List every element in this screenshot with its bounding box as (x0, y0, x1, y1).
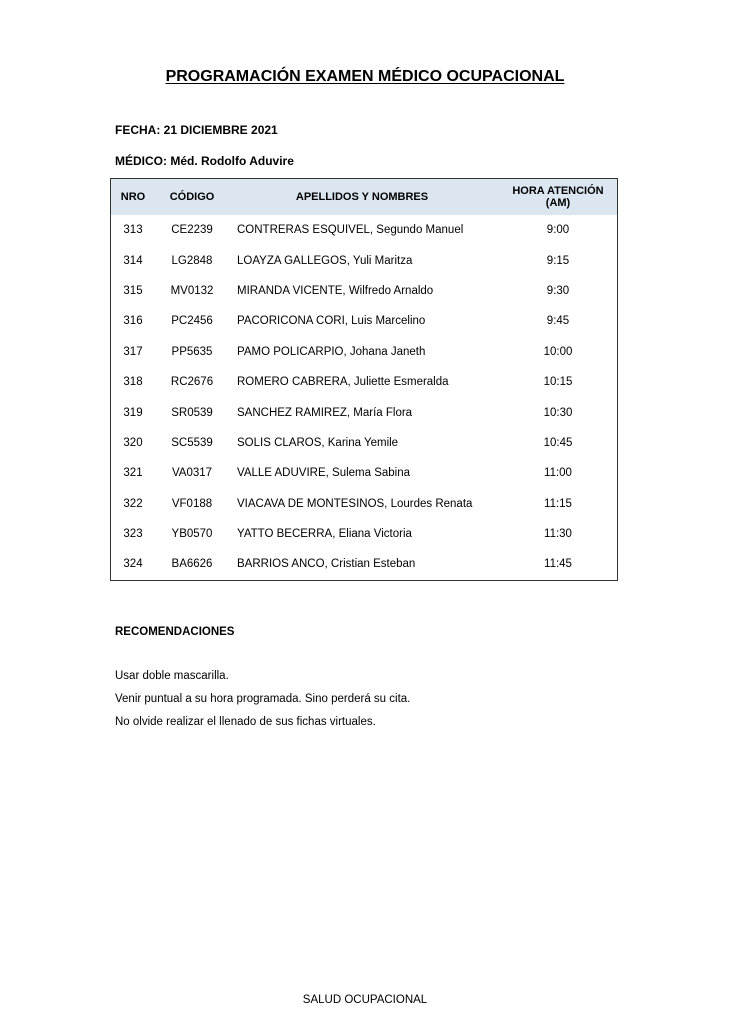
header-nombres: APELLIDOS Y NOMBRES (229, 179, 499, 215)
cell-hora: 9:45 (546, 315, 570, 328)
cell-hora: 9:15 (546, 254, 570, 267)
cell-nro: 320 (123, 436, 143, 449)
cell-hora: 11:00 (544, 467, 572, 480)
table-row (111, 489, 617, 519)
cell-nro: 316 (123, 315, 143, 328)
cell-hora: 10:15 (543, 376, 573, 389)
table-row (111, 397, 617, 427)
cell-nombre: PAMO POLICARPIO, Johana Janeth (237, 345, 426, 358)
cell-nro: 323 (123, 528, 143, 541)
cell-hora: 11:45 (544, 558, 572, 571)
header-hora-line2: (AM) (545, 197, 571, 209)
table-row (111, 215, 617, 245)
cell-nombre: BARRIOS ANCO, Cristian Esteban (237, 558, 416, 571)
cell-nro: 321 (123, 467, 143, 480)
table-row (111, 519, 617, 549)
cell-codigo: PC2456 (171, 315, 213, 328)
cell-hora: 11:30 (544, 528, 572, 541)
table-row (111, 276, 617, 306)
cell-codigo: YB0570 (171, 528, 213, 541)
recommendations-title: RECOMENDACIONES (115, 626, 235, 638)
cell-nombre: SANCHEZ RAMIREZ, María Flora (237, 406, 413, 419)
cell-nombre: VIACAVA DE MONTESINOS, Lourdes Renata (237, 497, 473, 510)
cell-codigo: VA0317 (171, 467, 213, 480)
header-nro: NRO (111, 179, 155, 215)
cell-nro: 324 (123, 558, 143, 571)
table-row (111, 549, 617, 579)
cell-codigo: LG2848 (171, 254, 213, 267)
page-title: PROGRAMACIÓN EXAMEN MÉDICO OCUPACIONAL (165, 68, 565, 85)
cell-nombre: SOLIS CLAROS, Karina Yemile (237, 436, 399, 449)
cell-hora: 10:00 (543, 345, 573, 358)
table-row (111, 428, 617, 458)
schedule-table (110, 178, 618, 581)
exam-date: FECHA: 21 DICIEMBRE 2021 (115, 123, 278, 137)
cell-hora: 11:15 (544, 497, 572, 510)
cell-codigo: PP5635 (171, 345, 213, 358)
table-row (111, 458, 617, 488)
table-row (111, 367, 617, 397)
cell-nombre: VALLE ADUVIRE, Sulema Sabina (237, 467, 411, 480)
cell-codigo: BA6626 (171, 558, 213, 571)
cell-nro: 313 (123, 224, 143, 237)
cell-nro: 315 (123, 284, 143, 297)
cell-codigo: VF0188 (171, 497, 213, 510)
recommendation-item: No olvide realizar el llenado de sus fichas virtuales. (115, 716, 376, 728)
header-hora-line1: HORA ATENCIÓN (512, 185, 604, 197)
doctor-name: MÉDICO: Méd. Rodolfo Aduvire (115, 154, 294, 168)
cell-hora: 10:45 (543, 436, 573, 449)
cell-nro: 318 (123, 376, 143, 389)
cell-hora: 10:30 (543, 406, 573, 419)
table-row (111, 306, 617, 336)
cell-nombre: LOAYZA GALLEGOS, Yuli Maritza (237, 254, 413, 267)
table-row (111, 245, 617, 275)
cell-hora: 9:30 (546, 284, 570, 297)
recommendations-list (115, 665, 410, 734)
cell-codigo: MV0132 (170, 284, 214, 297)
cell-nro: 314 (123, 254, 143, 267)
cell-codigo: SR0539 (171, 406, 213, 419)
table-row (111, 337, 617, 367)
recommendation-item: Venir puntual a su hora programada. Sino perderá su cita. (115, 693, 411, 705)
table-header-row (111, 179, 617, 215)
header-hora (499, 179, 617, 215)
cell-nombre: MIRANDA VICENTE, Wilfredo Arnaldo (237, 284, 434, 297)
cell-nombre: CONTRERAS ESQUIVEL, Segundo Manuel (237, 224, 464, 237)
recommendation-item: Usar doble mascarilla. (115, 670, 229, 682)
cell-nro: 322 (123, 497, 143, 510)
footer-text: SALUD OCUPACIONAL (302, 994, 428, 1006)
cell-codigo: SC5539 (171, 436, 213, 449)
cell-nombre: PACORICONA CORI, Luis Marcelino (237, 315, 426, 328)
cell-hora: 9:00 (546, 224, 570, 237)
cell-nro: 319 (123, 406, 143, 419)
cell-nombre: ROMERO CABRERA, Juliette Esmeralda (237, 376, 449, 389)
cell-nro: 317 (123, 345, 143, 358)
cell-nombre: YATTO BECERRA, Eliana Victoria (237, 528, 412, 541)
cell-codigo: CE2239 (171, 224, 213, 237)
cell-codigo: RC2676 (170, 376, 214, 389)
header-codigo: CÓDIGO (155, 179, 229, 215)
